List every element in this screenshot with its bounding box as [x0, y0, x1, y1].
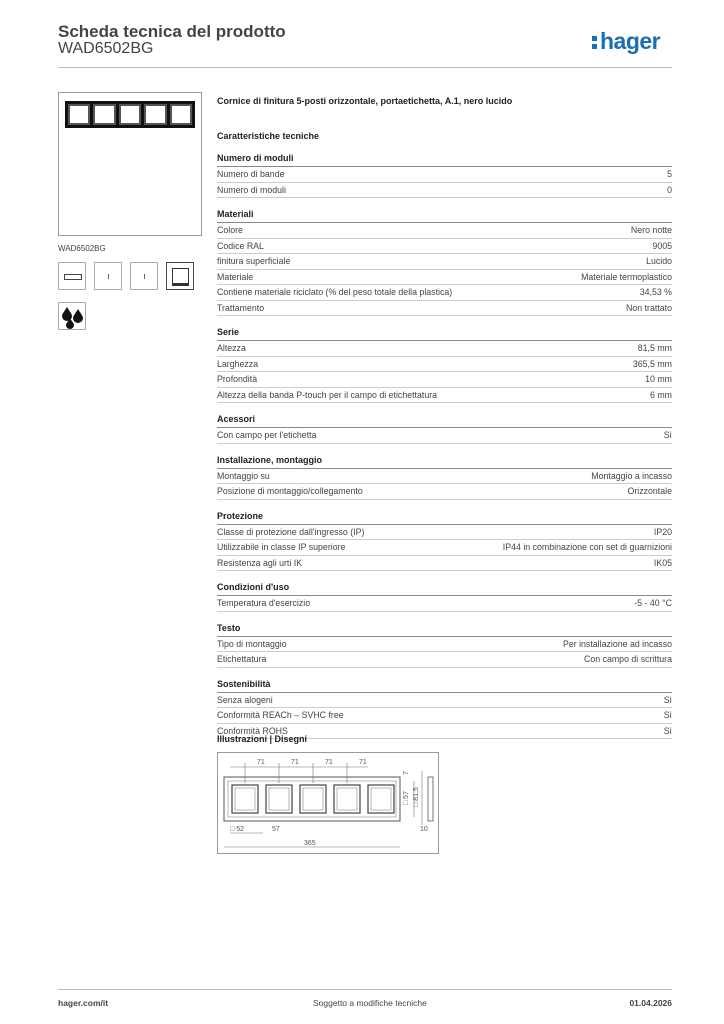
spec-row	[217, 469, 672, 485]
hager-logo: hager	[592, 28, 660, 55]
ip-water-drops-icon	[58, 302, 86, 330]
spec-value: Sì	[663, 694, 672, 705]
spec-label: Tipo di montaggio	[217, 638, 287, 649]
drawing-module-inner	[269, 788, 289, 810]
spec-value: 9005	[652, 240, 672, 251]
spec-row	[217, 540, 672, 556]
spec-row	[217, 223, 672, 239]
drawing-module-inner	[235, 788, 255, 810]
spec-value: 10 mm	[645, 374, 672, 384]
section-title: Protezione	[217, 511, 672, 525]
section-title: Serie	[217, 327, 672, 341]
dim-inner-height: □ 57	[403, 791, 410, 805]
technical-drawing	[217, 752, 439, 854]
spec-label: Altezza della banda P-touch per il campo di etichettatura	[217, 389, 438, 400]
spec-value: 34,53 %	[639, 287, 672, 297]
header-divider	[58, 67, 672, 68]
spec-row	[217, 270, 672, 286]
section-title: Acessori	[217, 414, 672, 428]
spec-value: Montaggio a incasso	[591, 470, 672, 481]
spec-row	[217, 285, 672, 301]
spec-section	[217, 623, 672, 668]
spec-value: Sì	[663, 430, 672, 440]
spec-sections	[217, 153, 672, 739]
spec-row	[217, 239, 672, 255]
spec-label: Larghezza	[217, 358, 259, 369]
spec-value: IK05	[653, 557, 672, 568]
spec-row	[217, 596, 672, 612]
spec-section	[217, 414, 672, 444]
spec-value: Lucido	[646, 256, 672, 266]
spec-section	[217, 153, 672, 198]
spec-row	[217, 183, 672, 199]
spec-section	[217, 327, 672, 403]
spec-value: Con campo di scrittura	[583, 654, 672, 664]
spec-row	[217, 372, 672, 388]
page-title: Scheda tecnica del prodotto	[58, 22, 286, 41]
spec-section	[217, 582, 672, 612]
drawing-module-inner	[371, 788, 391, 810]
spec-label: Codice RAL	[217, 240, 264, 251]
spec-value: Per installazione ad incasso	[562, 638, 672, 649]
spec-section	[217, 679, 672, 740]
spec-row	[217, 484, 672, 500]
spec-value: Sì	[663, 710, 672, 720]
spec-row	[217, 167, 672, 183]
section-title: Numero di moduli	[217, 153, 672, 167]
section-title: Installazione, montaggio	[217, 455, 672, 469]
spec-label: Classe di protezione dall'ingresso (IP)	[217, 526, 365, 537]
spec-value: Non trattato	[626, 302, 672, 313]
dim-module-width: 57	[272, 826, 280, 833]
spec-row	[217, 357, 672, 373]
spec-label: Numero di moduli	[217, 184, 286, 195]
spec-value: Materiale termoplastico	[581, 271, 672, 282]
product-description: Cornice di finitura 5-posti orizzontale, portaetichetta, A.1, nero lucido	[217, 96, 513, 106]
pitch-label: 71	[291, 759, 299, 766]
spec-label: Profondità	[217, 374, 258, 384]
section-title: Testo	[217, 623, 672, 637]
spec-row	[217, 301, 672, 317]
spec-value: 0	[667, 184, 672, 195]
spec-row	[217, 637, 672, 653]
dim-outer-height: □ 81,5	[413, 787, 420, 807]
spec-label: Trattamento	[217, 302, 265, 313]
section-title: Sostenibilità	[217, 679, 672, 693]
product-code: WAD6502BG	[58, 40, 154, 57]
spec-label: finitura superficiale	[217, 256, 291, 266]
pitch-label: 71	[325, 759, 333, 766]
dim-module-square: □ 52	[230, 826, 244, 833]
spec-value: Nero notte	[630, 225, 672, 235]
spec-row	[217, 693, 672, 709]
spec-value: 6 mm	[650, 389, 672, 400]
footer-date: 01.04.2026	[629, 998, 672, 1008]
spec-label: Altezza	[217, 343, 246, 353]
logo-dots-icon	[592, 34, 598, 49]
spec-value: IP20	[653, 526, 672, 537]
spec-value: Orizzontale	[627, 486, 672, 496]
pitch-label: 71	[257, 759, 265, 766]
spec-label: Resistenza agli urti IK	[217, 557, 303, 568]
spec-section	[217, 511, 672, 572]
thumbnail-strip	[58, 262, 194, 290]
spec-row	[217, 652, 672, 668]
thumbnail-frame-icon[interactable]	[166, 262, 194, 290]
dim-top-gap: 7	[403, 771, 410, 775]
spec-label: Conformità ROHS	[217, 725, 288, 736]
spec-label: Colore	[217, 225, 243, 235]
spec-label: Materiale	[217, 271, 254, 282]
spec-label: Utilizzabile in classe IP superiore	[217, 542, 346, 552]
spec-value: -5 - 40 °C	[634, 598, 672, 608]
drawing-module	[368, 785, 394, 813]
spec-label: Temperatura d'esercizio	[217, 598, 311, 608]
spec-sheet	[217, 96, 672, 750]
footer-note: Soggetto a modifiche tecniche	[313, 998, 427, 1008]
dim-total-width: 365	[304, 840, 316, 847]
spec-label: Montaggio su	[217, 470, 270, 481]
drawing-module	[300, 785, 326, 813]
spec-label: Contiene materiale riciclato (% del peso totale della plastica)	[217, 287, 453, 297]
product-image	[58, 92, 202, 236]
spec-label: Numero di bande	[217, 169, 285, 179]
thumbnail-side-icon[interactable]	[94, 262, 122, 290]
spec-label: Con campo per l'etichetta	[217, 430, 317, 440]
footer-divider	[58, 989, 672, 990]
spec-value: Sì	[663, 725, 672, 736]
spec-label: Conformità REACh – SVHC free	[217, 710, 344, 720]
thumbnail-side-2-icon[interactable]	[130, 262, 158, 290]
spec-section	[217, 209, 672, 316]
spec-value: 81,5 mm	[637, 343, 672, 353]
spec-label: Posizione di montaggio/collegamento	[217, 486, 363, 496]
spec-row	[217, 556, 672, 572]
spec-row	[217, 525, 672, 541]
image-caption: WAD6502BG	[58, 244, 106, 253]
drawing-module	[266, 785, 292, 813]
drawing-module-inner	[337, 788, 357, 810]
spec-row	[217, 708, 672, 724]
spec-row	[217, 428, 672, 444]
specs-heading: Caratteristiche tecniche	[217, 131, 320, 141]
drawing-module	[334, 785, 360, 813]
section-title: Condizioni d'uso	[217, 582, 672, 596]
spec-value: IP44 in combinazione con set di guarnizioni	[502, 542, 672, 552]
drawing-module-inner	[303, 788, 323, 810]
pitch-label: 71	[359, 759, 367, 766]
spec-row	[217, 341, 672, 357]
spec-label: Etichettatura	[217, 654, 267, 664]
spec-row	[217, 254, 672, 270]
dim-depth: 10	[420, 826, 428, 833]
spec-row	[217, 388, 672, 404]
thumbnail-front-icon[interactable]	[58, 262, 86, 290]
spec-section	[217, 455, 672, 500]
section-title: Materiali	[217, 209, 672, 223]
spec-value: 5	[667, 169, 672, 179]
illustrations-heading: Illustrazioni | Disegni	[217, 734, 308, 744]
footer-website-link[interactable]: hager.com/it	[58, 998, 109, 1008]
spec-value: 365,5 mm	[632, 358, 672, 369]
drawing-module	[232, 785, 258, 813]
spec-label: Senza alogeni	[217, 694, 273, 705]
